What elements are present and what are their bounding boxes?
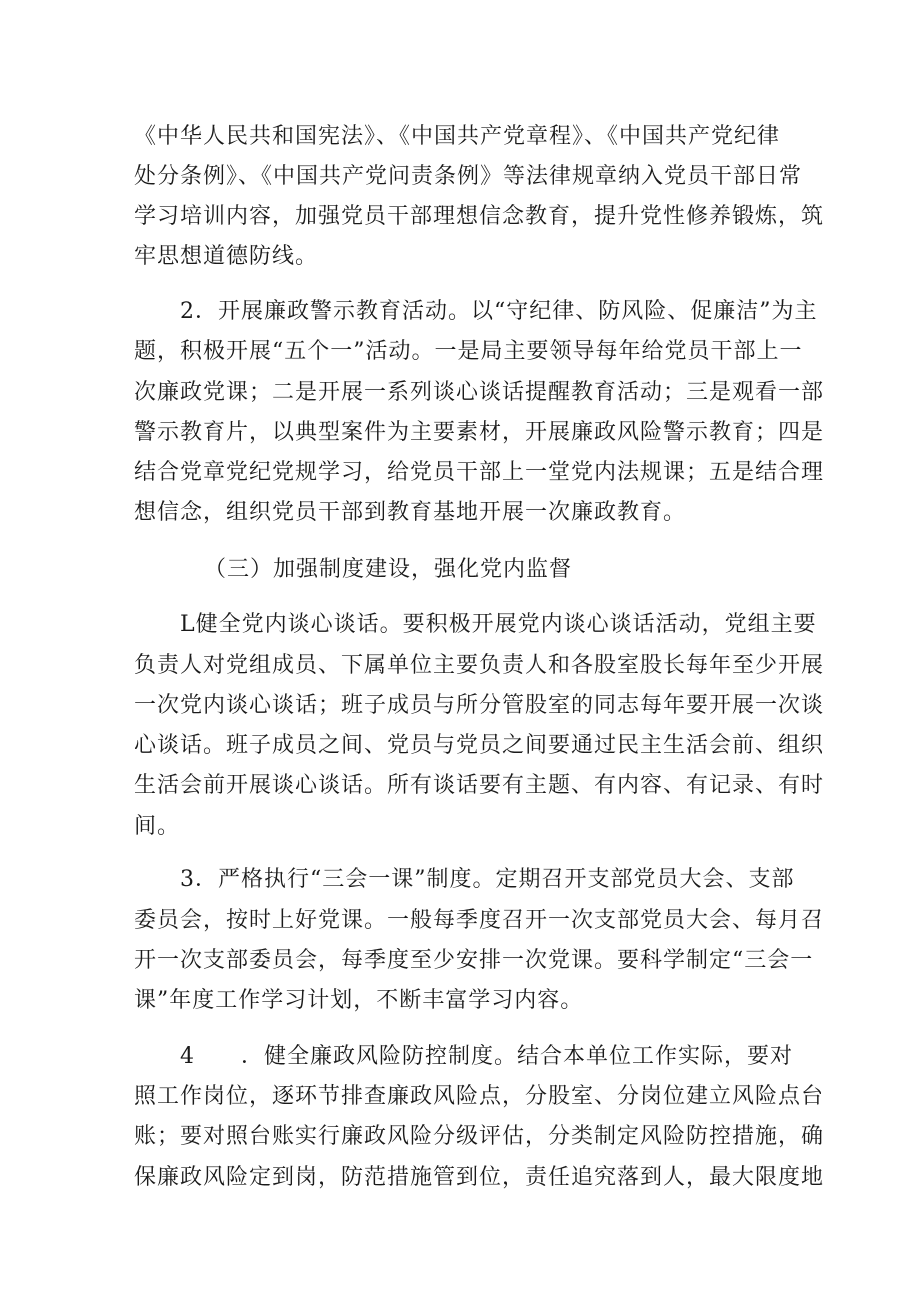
section-heading: （三）加强制度建设，强化党内监督 [204,557,573,582]
body-text-line: 处分条例》、《中国共产党问责条例》等法律规章纳入党员干部日常 [134,164,803,189]
body-text-line: 课”年度工作学习计划，不断丰富学习内容。 [134,988,584,1013]
body-text-line: 心谈话。班子成员之间、党员与党员之间要通过民主生活会前、组织 [134,733,825,758]
body-text-line: 题，积极开展“五个一”活动。一是局主要领导每年给党员干部上一 [134,339,803,364]
body-text-line: 一次党内谈心谈话；班子成员与所分管股室的同志每年要开展一次谈 [134,693,825,718]
item-heading-line: L健全党内谈心谈话。要积极开展党内谈心谈话活动，党组主要 [180,612,817,637]
item-heading-line: 2．开展廉政警示教育活动。以“守纪律、防风险、促廉洁”为主 [180,299,818,324]
body-text-line: 委员会，按时上好党课。一般每季度召开一次支部党员大会、每月召 [134,908,825,933]
body-text-line: 次廉政党课；二是开展一系列谈心谈话提醒教育活动；三是观看一部 [134,380,825,405]
body-text-line: 警示教育片，以典型案件为主要素材，开展廉政风险警示教育；四是 [134,420,825,445]
body-text-line: 学习培训内容，加强党员干部理想信念教育，提升党性修养锻炼，筑 [134,204,825,229]
body-text-line: 保廉政风险定到岗，防范措施管到位，责任追究落到人，最大限度地 [134,1165,825,1190]
body-text-line: 生活会前开展谈心谈话。所有谈话要有主题、有内容、有记录、有时 [134,773,825,798]
item-heading-line: 4 ．健全廉政风险防控制度。结合本单位工作实际，要对 [180,1044,793,1069]
body-text-line: 想信念，组织党员干部到教育基地开展一次廉政教育。 [134,500,687,525]
body-text-line: 照工作岗位，逐环节排查廉政风险点，分股室、分岗位建立风险点台 [134,1084,825,1109]
body-text-line: 《中华人民共和国宪法》、《中国共产党章程》、《中国共产党纪律 [134,124,781,149]
body-text-line: 负责人对党组成员、下属单位主要负责人和各股室股长每年至少开展 [134,653,825,678]
item-heading-line: 3．严格执行“三会一课”制度。定期召开支部党员大会、支部 [180,867,795,892]
body-text-line: 间。 [134,814,181,839]
body-text-line: 牢思想道德防线。 [134,244,319,269]
body-text-line: 开一次支部委员会，每季度至少安排一次党课。要科学制定“三会一 [134,948,814,973]
body-text-line: 结合党章党纪党规学习，给党员干部上一堂党内法规课；五是结合理 [134,460,825,485]
body-text-line: 账；要对照台账实行廉政风险分级评估，分类制定风险防控措施，确 [134,1124,825,1149]
